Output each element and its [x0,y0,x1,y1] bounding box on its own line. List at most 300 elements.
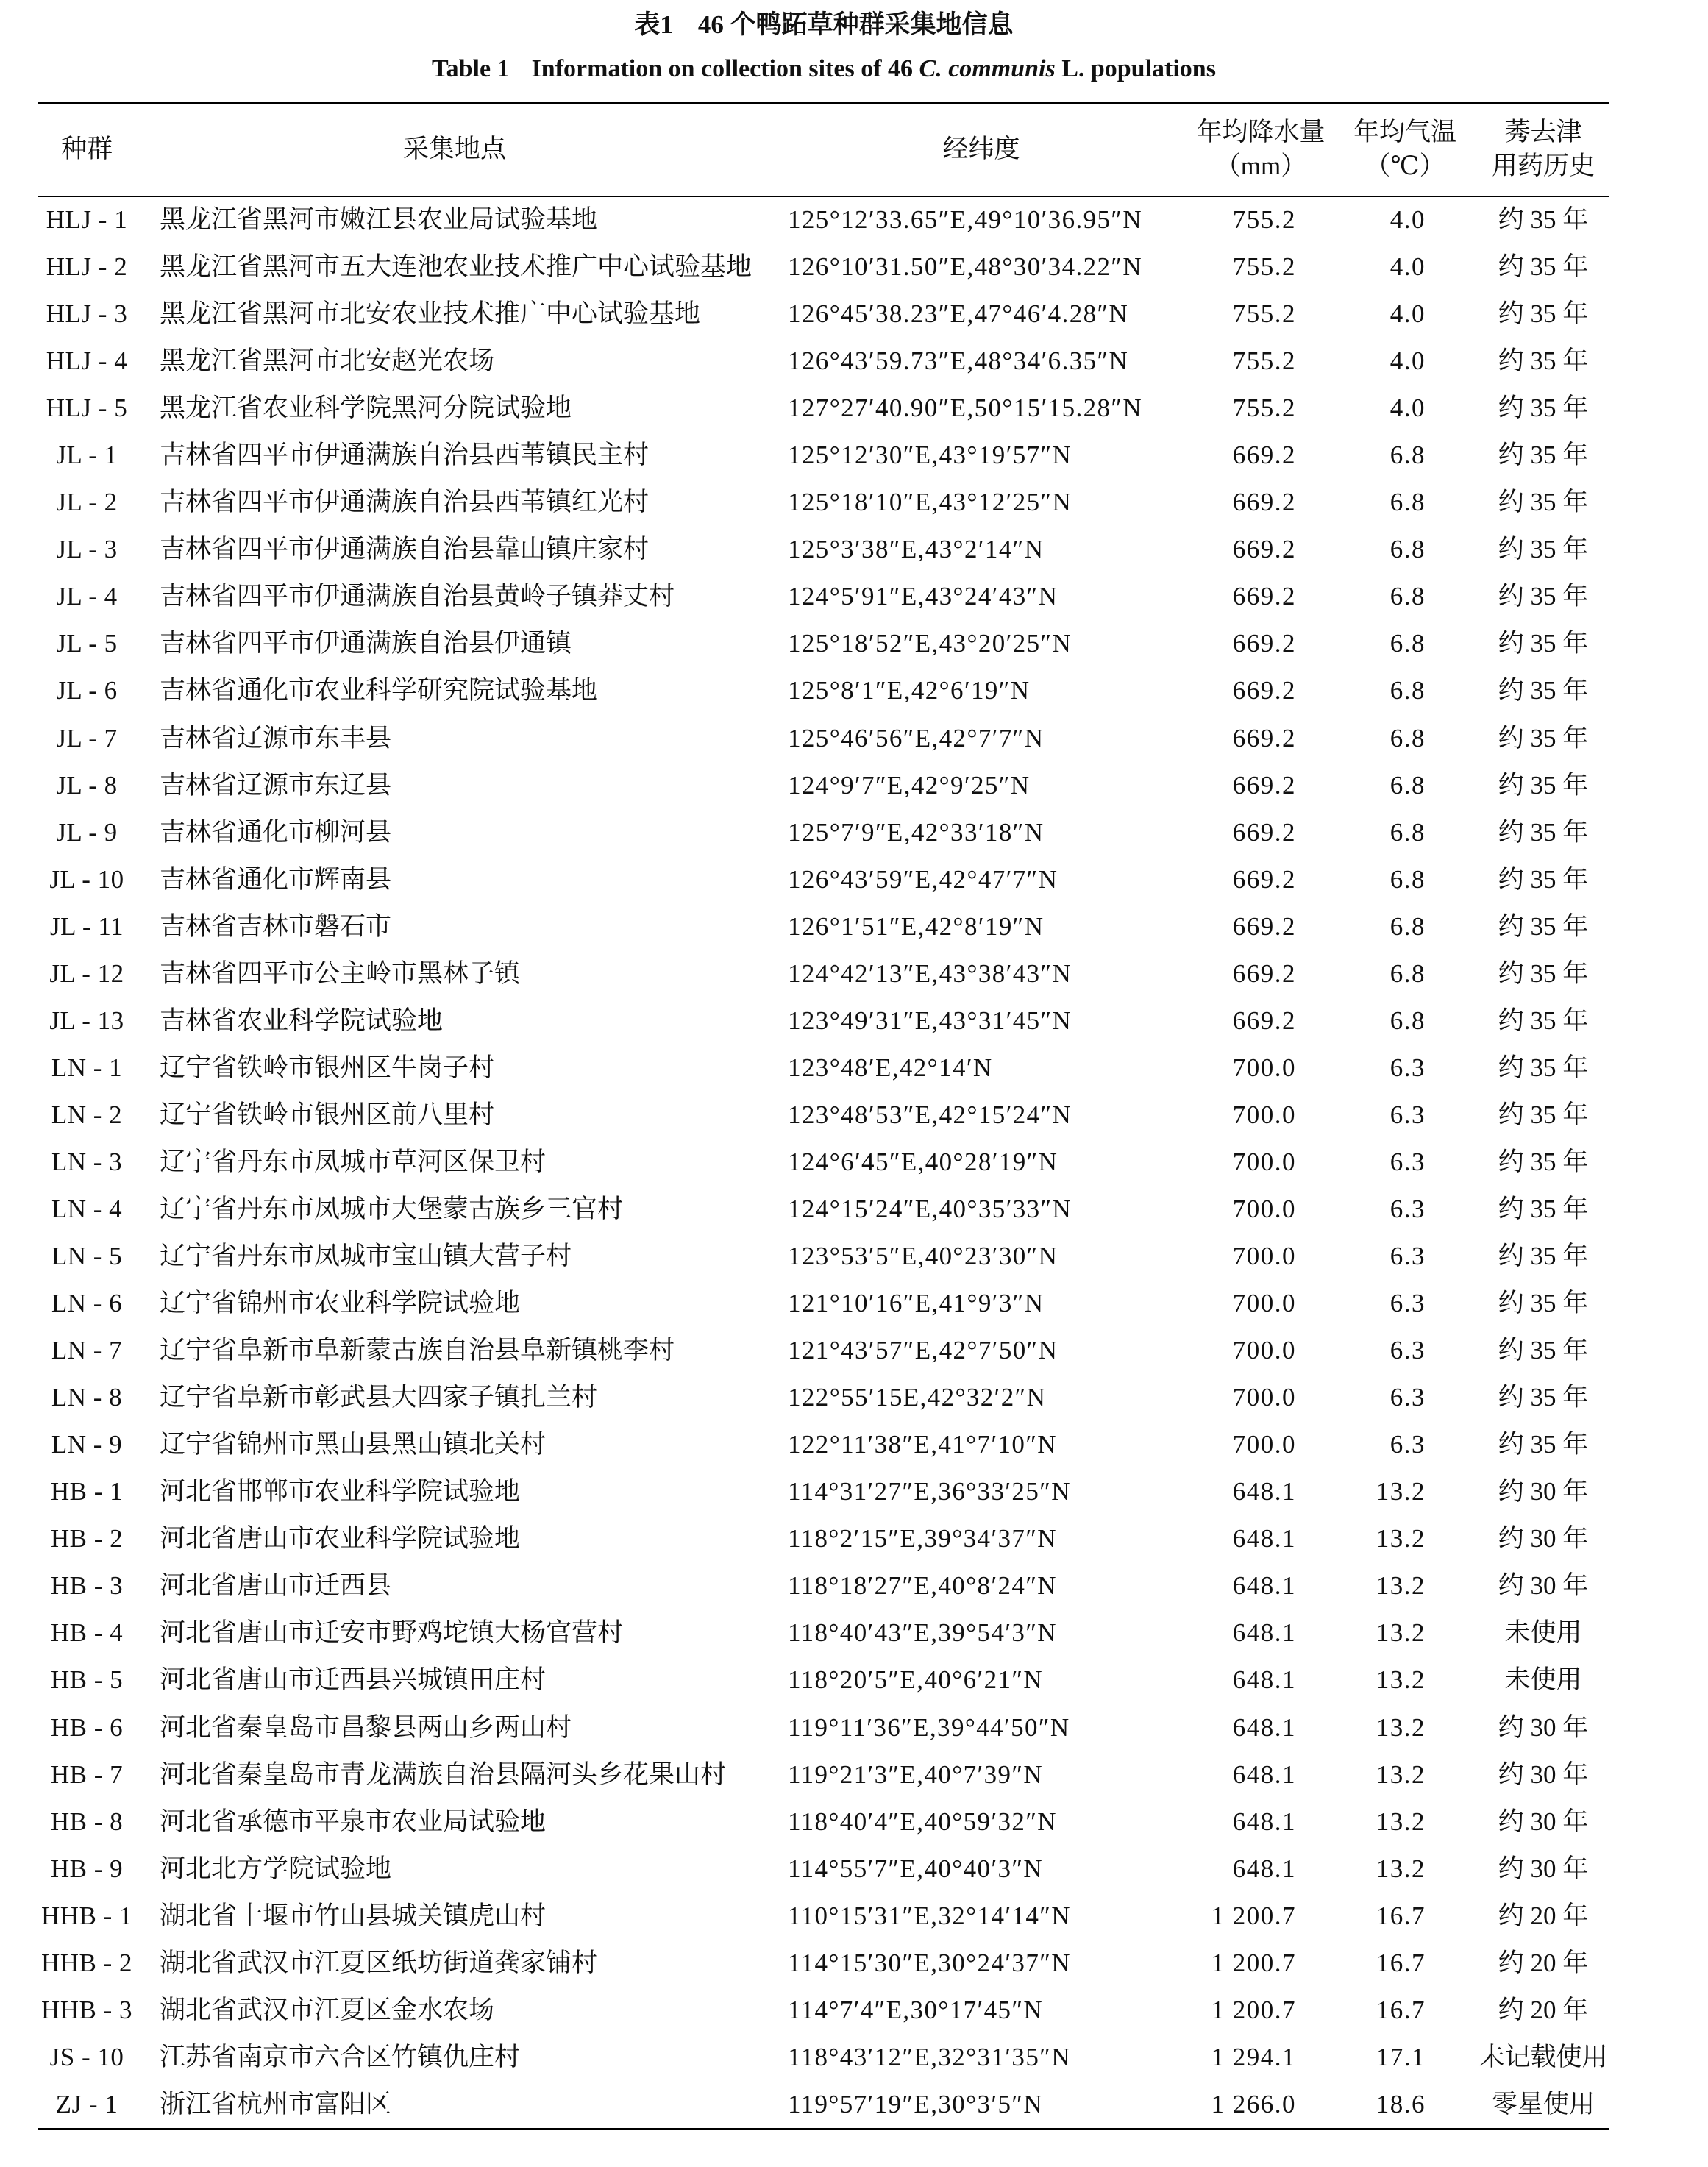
table-row [0,2034,1708,2081]
atrazine-history-cell: 约 35 年 [1498,582,1589,611]
population-cell: HLJ - 2 [46,252,128,282]
atrazine-history-cell: 约 35 年 [1498,629,1589,658]
temperature-cell: 13.2 [1376,1524,1426,1554]
precipitation-cell: 700.0 [1232,1100,1296,1129]
site-cell: 辽宁省丹东市凤城市宝山镇大营子村 [160,1242,572,1271]
atrazine-history-cell: 约 30 年 [1498,1807,1589,1836]
population-cell: HB - 5 [50,1665,124,1695]
atrazine-history-cell: 约 35 年 [1498,864,1589,894]
site-cell: 吉林省四平市伊通满族自治县伊通镇 [160,629,572,658]
site-cell: 河北省唐山市农业科学院试验地 [160,1524,521,1554]
site-cell: 黑龙江省农业科学院黑河分院试验地 [160,394,572,423]
population-cell: HB - 1 [50,1477,124,1506]
atrazine-history-cell: 零星使用 [1491,2089,1595,2118]
atrazine-history-cell: 约 35 年 [1498,817,1589,847]
precipitation-cell: 648.1 [1232,1807,1296,1836]
precipitation-cell: 1 200.7 [1211,1901,1296,1930]
population-cell: ZJ - 1 [55,2089,118,2118]
coordinates-cell: 125°12′30″E,43°19′57″N [788,441,1072,470]
coordinates-cell: 127°27′40.90″E,50°15′15.28″N [788,394,1143,423]
precipitation-cell: 700.0 [1232,1289,1296,1318]
header-precipitation-unit: （mm） [1214,151,1307,180]
coordinates-cell: 125°46′56″E,42°7′7″N [788,723,1045,752]
precipitation-cell: 755.2 [1232,394,1296,423]
site-cell: 黑龙江省黑河市北安农业技术推广中心试验基地 [160,299,701,329]
temperature-cell: 6.8 [1389,582,1426,611]
precipitation-cell: 669.2 [1232,1006,1296,1035]
temperature-cell: 6.8 [1389,864,1426,894]
atrazine-history-cell: 约 35 年 [1498,1100,1589,1129]
table-title-cn [38,10,1609,40]
atrazine-history-cell: 约 20 年 [1498,1901,1589,1930]
population-cell: HHB - 2 [40,1948,133,1977]
precipitation-cell: 755.2 [1232,252,1296,282]
table-row [0,1704,1708,1751]
site-cell: 湖北省武汉市江夏区纸坊街道龚家铺村 [160,1948,598,1977]
table-row [0,950,1708,997]
coordinates-cell: 125°8′1″E,42°6′19″N [788,676,1031,705]
temperature-cell: 18.6 [1376,2089,1426,2118]
atrazine-history-cell: 约 35 年 [1498,299,1589,329]
table-row [0,620,1708,667]
precipitation-cell: 669.2 [1232,582,1296,611]
coordinates-cell: 123°48′E,42°14′N [788,1053,993,1082]
site-cell: 辽宁省阜新市阜新蒙古族自治县阜新镇桃李村 [160,1336,675,1365]
precipitation-cell: 700.0 [1232,1383,1296,1412]
site-cell: 河北省唐山市迁西县兴城镇田庄村 [160,1665,547,1695]
population-cell: HB - 2 [50,1524,124,1554]
atrazine-history-cell: 未使用 [1504,1618,1582,1648]
coordinates-cell: 123°48′53″E,42°15′24″N [788,1100,1072,1129]
coordinates-cell: 122°55′15E,42°32′2″N [788,1383,1047,1412]
precipitation-cell: 700.0 [1232,1242,1296,1271]
site-cell: 吉林省四平市伊通满族自治县西苇镇民主村 [160,441,650,470]
precipitation-cell: 669.2 [1232,488,1296,517]
site-cell: 吉林省辽源市东辽县 [160,770,392,800]
coordinates-cell: 125°18′52″E,43°20′25″N [788,629,1072,658]
temperature-cell: 6.8 [1389,535,1426,564]
precipitation-cell: 700.0 [1232,1336,1296,1365]
precipitation-cell: 1 200.7 [1211,1948,1296,1977]
atrazine-history-cell: 约 35 年 [1498,205,1589,234]
precipitation-cell: 648.1 [1232,1712,1296,1742]
table-row [0,1139,1708,1186]
table-row [0,1233,1708,1280]
population-cell: LN - 1 [51,1053,123,1082]
temperature-cell: 6.8 [1389,1006,1426,1035]
table-body [0,196,1708,2128]
temperature-cell: 6.3 [1389,1147,1426,1176]
temperature-cell: 6.8 [1389,723,1426,752]
table-row [0,432,1708,479]
atrazine-history-cell: 约 35 年 [1498,676,1589,705]
temperature-cell: 13.2 [1376,1618,1426,1648]
header-temperature-label: 年均气温 [1353,117,1456,146]
atrazine-history-cell: 约 35 年 [1498,1242,1589,1271]
table-row [0,1846,1708,1893]
temperature-cell: 4.0 [1389,252,1426,282]
precipitation-cell: 755.2 [1232,299,1296,329]
temperature-cell: 6.3 [1389,1053,1426,1082]
site-cell: 辽宁省丹东市凤城市草河区保卫村 [160,1147,547,1176]
temperature-cell: 6.8 [1389,441,1426,470]
site-cell: 河北省邯郸市农业科学院试验地 [160,1477,521,1506]
population-cell: JL - 13 [49,1006,124,1035]
atrazine-history-cell: 约 30 年 [1498,1477,1589,1506]
temperature-cell: 4.0 [1389,299,1426,329]
site-cell: 河北省秦皇岛市昌黎县两山乡两山村 [160,1712,572,1742]
header-precipitation [1180,102,1342,196]
population-cell: LN - 6 [51,1289,123,1318]
precipitation-cell: 1 266.0 [1211,2089,1296,2118]
temperature-cell: 16.7 [1376,1995,1426,2024]
header-site-label: 采集地点 [402,134,506,163]
atrazine-history-cell: 约 35 年 [1498,1147,1589,1176]
table-row [0,1562,1708,1609]
temperature-cell: 13.2 [1376,1759,1426,1789]
coordinates-cell: 124°9′7″E,42°9′25″N [788,770,1031,800]
temperature-cell: 13.2 [1376,1665,1426,1695]
population-cell: HLJ - 5 [46,394,128,423]
header-coordinates-label: 经纬度 [942,134,1020,163]
table-row [0,1468,1708,1515]
population-cell: JL - 2 [56,488,118,517]
population-cell: JL - 12 [49,958,124,988]
header-site [160,102,749,196]
coordinates-cell: 124°15′24″E,40°35′33″N [788,1194,1072,1223]
precipitation-cell: 669.2 [1232,770,1296,800]
atrazine-history-cell: 约 35 年 [1498,1194,1589,1223]
temperature-cell: 6.8 [1389,488,1426,517]
population-cell: HB - 8 [50,1807,124,1836]
population-cell: LN - 9 [51,1430,123,1459]
population-cell: LN - 3 [51,1147,123,1176]
population-cell: JS - 10 [49,2042,124,2071]
coordinates-cell: 114°31′27″E,36°33′25″N [788,1477,1071,1506]
temperature-cell: 6.3 [1389,1336,1426,1365]
population-cell: JL - 5 [56,629,118,658]
table-row [0,997,1708,1045]
population-cell: JL - 1 [56,441,118,470]
site-cell: 吉林省通化市农业科学研究院试验基地 [160,676,598,705]
table-row [0,1657,1708,1704]
table-row [0,903,1708,950]
temperature-cell: 13.2 [1376,1571,1426,1601]
population-cell: HLJ - 4 [46,346,128,376]
atrazine-history-cell: 约 35 年 [1498,252,1589,282]
atrazine-history-cell: 约 35 年 [1498,1289,1589,1318]
table-row [0,1374,1708,1421]
table-row [0,479,1708,526]
atrazine-history-cell: 约 35 年 [1498,441,1589,470]
header-atrazine-sub: 用药历史 [1491,151,1595,180]
atrazine-history-cell: 约 35 年 [1498,1430,1589,1459]
population-cell: JL - 10 [49,864,124,894]
population-cell: LN - 8 [51,1383,123,1412]
precipitation-cell: 648.1 [1232,1571,1296,1601]
table-row [0,1421,1708,1468]
temperature-cell: 16.7 [1376,1948,1426,1977]
temperature-cell: 4.0 [1389,394,1426,423]
site-cell: 吉林省通化市柳河县 [160,817,392,847]
table-row [0,1280,1708,1327]
header-population [38,102,135,196]
site-cell: 黑龙江省黑河市五大连池农业技术推广中心试验基地 [160,252,752,282]
coordinates-cell: 114°15′30″E,30°24′37″N [788,1948,1071,1977]
precipitation-cell: 648.1 [1232,1524,1296,1554]
population-cell: JL - 9 [56,817,118,847]
table-row [0,1609,1708,1657]
population-cell: HB - 6 [50,1712,124,1742]
temperature-cell: 16.7 [1376,1901,1426,1930]
species-name: C. communis [919,55,1056,82]
site-cell: 河北省唐山市迁西县 [160,1571,392,1601]
population-cell: JL - 6 [56,676,118,705]
population-cell: HHB - 1 [40,1901,133,1930]
site-cell: 浙江省杭州市富阳区 [160,2089,392,2118]
precipitation-cell: 700.0 [1232,1430,1296,1459]
coordinates-cell: 125°3′38″E,43°2′14″N [788,535,1045,564]
precipitation-cell: 1 200.7 [1211,1995,1296,2024]
atrazine-history-cell: 约 35 年 [1498,1053,1589,1082]
population-cell: HLJ - 1 [46,205,128,234]
site-cell: 湖北省武汉市江夏区金水农场 [160,1995,495,2024]
coordinates-cell: 118°20′5″E,40°6′21″N [788,1665,1044,1695]
temperature-cell: 6.8 [1389,629,1426,658]
population-cell: JL - 11 [49,911,124,941]
table-row [0,1092,1708,1139]
site-cell: 辽宁省铁岭市银州区牛岗子村 [160,1053,495,1082]
coordinates-cell: 118°18′27″E,40°8′24″N [788,1571,1057,1601]
coordinates-cell: 126°43′59″E,42°47′7″N [788,864,1058,894]
atrazine-history-cell: 约 35 年 [1498,1336,1589,1365]
atrazine-history-cell: 约 30 年 [1498,1524,1589,1554]
site-cell: 吉林省农业科学院试验地 [160,1006,444,1035]
site-cell: 河北北方学院试验地 [160,1854,392,1883]
temperature-cell: 13.2 [1376,1712,1426,1742]
coordinates-cell: 118°40′4″E,40°59′32″N [788,1807,1057,1836]
table-title-en-text: Information on collection sites of 46 [531,55,914,82]
population-cell: JL - 3 [56,535,118,564]
coordinates-cell: 126°45′38.23″E,47°46′4.28″N [788,299,1129,329]
temperature-cell: 6.8 [1389,911,1426,941]
atrazine-history-cell: 约 35 年 [1498,394,1589,423]
site-cell: 河北省唐山市迁安市野鸡坨镇大杨官营村 [160,1618,624,1648]
population-cell: HB - 9 [50,1854,124,1883]
temperature-cell: 6.8 [1389,958,1426,988]
coordinates-cell: 118°43′12″E,32°31′35″N [788,2042,1071,2071]
site-cell: 黑龙江省黑河市嫩江县农业局试验基地 [160,205,598,234]
header-population-label: 种群 [60,134,113,163]
coordinates-cell: 119°21′3″E,40°7′39″N [788,1759,1044,1789]
precipitation-cell: 648.1 [1232,1477,1296,1506]
atrazine-history-cell: 约 30 年 [1498,1854,1589,1883]
table-row [0,573,1708,620]
temperature-cell: 4.0 [1389,346,1426,376]
population-cell: HB - 3 [50,1571,124,1601]
temperature-cell: 13.2 [1376,1807,1426,1836]
site-cell: 吉林省辽源市东丰县 [160,723,392,752]
header-atrazine-history [1477,102,1609,196]
coordinates-cell: 123°53′5″E,40°23′30″N [788,1242,1058,1271]
precipitation-cell: 1 294.1 [1211,2042,1296,2071]
temperature-cell: 4.0 [1389,205,1426,234]
precipitation-cell: 669.2 [1232,723,1296,752]
population-cell: JL - 7 [56,723,118,752]
table-row [0,338,1708,385]
population-cell: LN - 2 [51,1100,123,1129]
coordinates-cell: 124°42′13″E,43°38′43″N [788,958,1072,988]
table-row [0,243,1708,291]
atrazine-history-cell: 约 35 年 [1498,770,1589,800]
coordinates-cell: 124°5′91″E,43°24′43″N [788,582,1058,611]
precipitation-cell: 648.1 [1232,1665,1296,1695]
coordinates-cell: 119°11′36″E,39°44′50″N [788,1712,1070,1742]
temperature-cell: 6.8 [1389,676,1426,705]
population-cell: JL - 8 [56,770,118,800]
site-cell: 吉林省通化市辉南县 [160,864,392,894]
atrazine-history-cell: 约 35 年 [1498,535,1589,564]
table-row [0,1940,1708,1987]
coordinates-cell: 118°2′15″E,39°34′37″N [788,1524,1057,1554]
population-cell: HB - 4 [50,1618,124,1648]
precipitation-cell: 755.2 [1232,205,1296,234]
table-row [0,385,1708,432]
precipitation-cell: 669.2 [1232,958,1296,988]
site-cell: 辽宁省锦州市农业科学院试验地 [160,1289,521,1318]
population-cell: LN - 7 [51,1336,123,1365]
table-row [0,196,1708,243]
precipitation-cell: 755.2 [1232,346,1296,376]
precipitation-cell: 648.1 [1232,1854,1296,1883]
temperature-cell: 6.3 [1389,1242,1426,1271]
site-cell: 辽宁省丹东市凤城市大堡蒙古族乡三官村 [160,1194,624,1223]
table-row [0,1186,1708,1233]
temperature-cell: 6.3 [1389,1383,1426,1412]
precipitation-cell: 648.1 [1232,1618,1296,1648]
atrazine-history-cell: 约 35 年 [1498,911,1589,941]
temperature-cell: 13.2 [1376,1477,1426,1506]
temperature-cell: 6.3 [1389,1194,1426,1223]
population-cell: LN - 5 [51,1242,123,1271]
table-row [0,1893,1708,1940]
temperature-cell: 6.3 [1389,1289,1426,1318]
header-coordinates [834,102,1128,196]
precipitation-cell: 648.1 [1232,1759,1296,1789]
atrazine-history-cell: 约 35 年 [1498,1383,1589,1412]
table-row [0,526,1708,573]
site-cell: 吉林省四平市伊通满族自治县西苇镇红光村 [160,488,650,517]
table-label-cn: 表1 [634,10,673,39]
table-title-en [38,54,1609,84]
table-row [0,1751,1708,1798]
coordinates-cell: 110°15′31″E,32°14′14″N [788,1901,1071,1930]
table-row [0,2081,1708,2128]
site-cell: 辽宁省锦州市黑山县黑山镇北关村 [160,1430,547,1459]
atrazine-history-cell: 约 30 年 [1498,1712,1589,1742]
table-row [0,809,1708,856]
table-row [0,1515,1708,1562]
table-title-cn-text: 46 个鸭跖草种群采集地信息 [697,10,1014,39]
precipitation-cell: 669.2 [1232,629,1296,658]
coordinates-cell: 121°43′57″E,42°7′50″N [788,1336,1058,1365]
coordinates-cell: 114°7′4″E,30°17′45″N [788,1995,1044,2024]
population-cell: HLJ - 3 [46,299,128,329]
population-cell: HHB - 3 [40,1995,133,2024]
coordinates-cell: 124°6′45″E,40°28′19″N [788,1147,1058,1176]
site-cell: 河北省秦皇岛市青龙满族自治县隔河头乡花果山村 [160,1759,727,1789]
coordinates-cell: 121°10′16″E,41°9′3″N [788,1289,1045,1318]
table-row [0,291,1708,338]
precipitation-cell: 669.2 [1232,535,1296,564]
temperature-cell: 6.8 [1389,817,1426,847]
population-cell: HB - 7 [50,1759,124,1789]
site-cell: 吉林省四平市公主岭市黑林子镇 [160,958,521,988]
header-atrazine-label: 莠去津 [1504,117,1582,146]
header-temperature-unit: （℃） [1364,151,1445,180]
site-cell: 辽宁省铁岭市银州区前八里村 [160,1100,495,1129]
coordinates-cell: 118°40′43″E,39°54′3″N [788,1618,1057,1648]
site-cell: 河北省承德市平泉市农业局试验地 [160,1807,547,1836]
atrazine-history-cell: 未记载使用 [1479,2042,1608,2071]
atrazine-history-cell: 约 20 年 [1498,1995,1589,2024]
population-cell: JL - 4 [56,582,118,611]
coordinates-cell: 126°1′51″E,42°8′19″N [788,911,1045,941]
table-row [0,762,1708,809]
atrazine-history-cell: 约 30 年 [1498,1759,1589,1789]
site-cell: 黑龙江省黑河市北安赵光农场 [160,346,495,376]
header-precipitation-label: 年均降水量 [1196,117,1326,146]
temperature-cell: 6.8 [1389,770,1426,800]
site-cell: 辽宁省阜新市彰武县大四家子镇扎兰村 [160,1383,598,1412]
atrazine-history-cell: 约 35 年 [1498,346,1589,376]
table-title-en-tail: L. populations [1061,55,1216,82]
precipitation-cell: 669.2 [1232,864,1296,894]
bottom-rule [38,2128,1609,2130]
site-cell: 吉林省四平市伊通满族自治县黄岭子镇莽丈村 [160,582,675,611]
site-cell: 江苏省南京市六合区竹镇仇庄村 [160,2042,521,2071]
coordinates-cell: 114°55′7″E,40°40′3″N [788,1854,1044,1883]
temperature-cell: 6.3 [1389,1430,1426,1459]
precipitation-cell: 700.0 [1232,1147,1296,1176]
atrazine-history-cell: 未使用 [1504,1665,1582,1695]
coordinates-cell: 119°57′19″E,30°3′5″N [788,2089,1044,2118]
precipitation-cell: 669.2 [1232,817,1296,847]
table-row [0,667,1708,714]
atrazine-history-cell: 约 35 年 [1498,958,1589,988]
precipitation-cell: 669.2 [1232,676,1296,705]
precipitation-cell: 700.0 [1232,1053,1296,1082]
table-row [0,1327,1708,1374]
atrazine-history-cell: 约 35 年 [1498,1006,1589,1035]
coordinates-cell: 125°18′10″E,43°12′25″N [788,488,1072,517]
atrazine-history-cell: 约 30 年 [1498,1571,1589,1601]
table-row [0,1798,1708,1846]
site-cell: 吉林省四平市伊通满族自治县靠山镇庄家村 [160,535,650,564]
table-row [0,1045,1708,1092]
atrazine-history-cell: 约 20 年 [1498,1948,1589,1977]
table-row [0,715,1708,762]
coordinates-cell: 123°49′31″E,43°31′45″N [788,1006,1072,1035]
coordinates-cell: 126°43′59.73″E,48°34′6.35″N [788,346,1129,376]
temperature-cell: 13.2 [1376,1854,1426,1883]
table-label-en: Table 1 [432,55,510,82]
coordinates-cell: 122°11′38″E,41°7′10″N [788,1430,1057,1459]
precipitation-cell: 669.2 [1232,441,1296,470]
temperature-cell: 17.1 [1376,2042,1426,2071]
table-row [0,856,1708,903]
site-cell: 湖北省十堰市竹山县城关镇虎山村 [160,1901,547,1930]
